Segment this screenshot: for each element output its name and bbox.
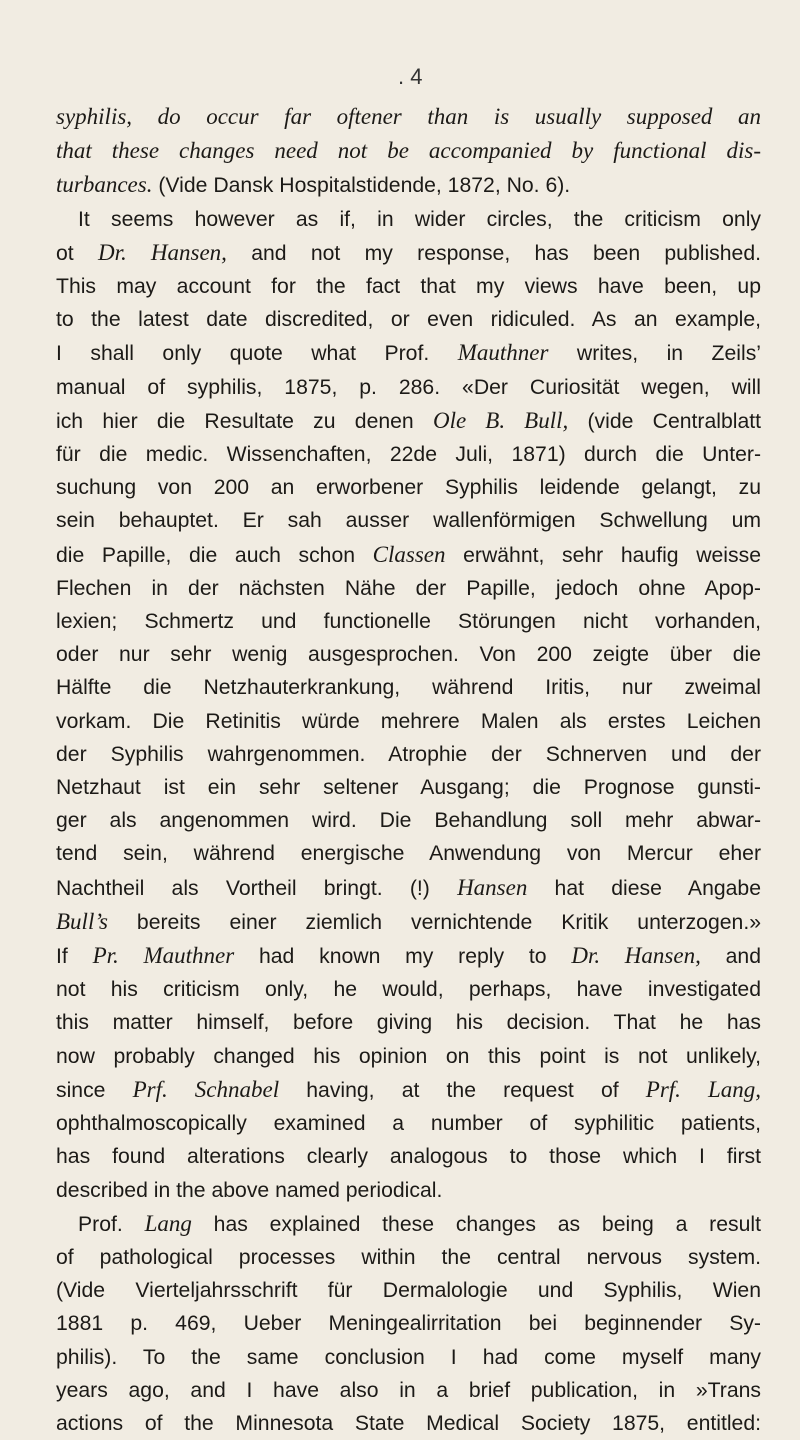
- text-span: actions of the Minnesota State Medical Society 1875, entitled:: [56, 1411, 761, 1435]
- text-span: since: [56, 1078, 133, 1102]
- text-line: [56, 1241, 761, 1274]
- text-span: and not my response, has been published.: [226, 241, 761, 265]
- text-span: This may account for the fact that my views have been, up: [56, 275, 761, 299]
- text-span: writes, in Zeils’: [548, 342, 761, 366]
- text-span: to the latest date discredited, or even ridiculed. As an example,: [56, 308, 761, 332]
- text-span: having, at the request of: [279, 1078, 646, 1102]
- italic-text: Dr. Hansen,: [571, 943, 701, 969]
- text-line: [56, 404, 761, 438]
- text-line: [56, 1140, 761, 1173]
- text-line: [56, 538, 761, 572]
- text-line: [56, 1040, 761, 1073]
- text-line: [56, 134, 761, 168]
- italic-text: Lang: [144, 1210, 192, 1236]
- text-span: Hälfte die Netzhauterkrankung, während Iritis, nur zweimal: [56, 676, 761, 700]
- text-span: not his criticism only, he would, perhaps, have investigated: [56, 978, 761, 1002]
- text-span: Flechen in der nächsten Nähe der Papille, jedoch ohne Apop-: [56, 576, 761, 600]
- text-span: of pathological processes within the central nervous system.: [56, 1245, 761, 1269]
- text-line: [56, 837, 761, 870]
- text-line: [56, 638, 761, 671]
- text-span: It seems however as if, in wider circles, the criticism only: [78, 207, 761, 231]
- text-line: [56, 336, 761, 370]
- text-span: Nachtheil als Vortheil bringt. (!): [56, 876, 458, 900]
- text-line: [56, 100, 761, 134]
- text-span: tend sein, während energische Anwendung von Mercur eher: [56, 842, 761, 866]
- text-span: ot: [56, 241, 98, 265]
- text-span: ich hier die Resultate zu denen: [56, 409, 433, 433]
- text-span: has found alterations clearly analogous to those which I first: [56, 1145, 761, 1169]
- text-span: If: [56, 945, 93, 969]
- italic-text: Pr. Mauthner: [92, 943, 235, 969]
- text-line: [56, 1174, 761, 1207]
- text-span: hat diese Angabe: [527, 876, 761, 900]
- italic-text: Hansen: [457, 874, 528, 900]
- italic-text: Ole B. Bull,: [432, 407, 569, 433]
- text-span: sein behauptet. Er sah ausser wallenförmigen Schwellung um: [56, 509, 761, 533]
- text-line: [56, 438, 761, 471]
- text-span: 1881 p. 469, Ueber Meningealirritation bei beginnender Sy-: [56, 1312, 761, 1336]
- text-line: [56, 671, 761, 704]
- text-span: described in the above named periodical.: [56, 1178, 443, 1202]
- text-line: [56, 236, 761, 270]
- text-line: [56, 1374, 761, 1407]
- text-line: [56, 738, 761, 771]
- italic-text: Mauthner: [457, 340, 549, 366]
- text-line: [56, 1207, 761, 1241]
- text-line: [56, 168, 761, 202]
- text-line: [56, 939, 761, 973]
- text-line: [56, 771, 761, 804]
- text-span: für die medic. Wissenchaften, 22de Juli, 1871) durch die Unter-: [56, 443, 761, 467]
- text-line: [56, 705, 761, 738]
- text-span: I shall only quote what Prof.: [56, 342, 458, 366]
- text-line: [56, 804, 761, 837]
- text-span: suchung von 200 an erworbener Syphilis leidende gelangt, zu: [56, 476, 761, 500]
- text-span: erwähnt, sehr haufig weisse: [445, 543, 761, 567]
- text-span: (Vide Vierteljahrsschrift für Dermalologie und Syphilis, Wien: [56, 1279, 761, 1303]
- italic-text: Prf. Lang,: [645, 1076, 761, 1102]
- italic-text: Bull’s: [56, 908, 108, 934]
- text-span: Netzhaut ist ein sehr seltener Ausgang; die Prognose gunsti-: [56, 776, 761, 800]
- text-span: oder nur sehr wenig ausgesprochen. Von 200 zeigte über die: [56, 643, 761, 667]
- text-line: [56, 504, 761, 537]
- text-span: lexien; Schmertz und functionelle Störungen nicht vorhanden,: [56, 610, 761, 634]
- text-span: philis). To the same conclusion I had come myself many: [56, 1345, 761, 1369]
- text-line: [56, 1006, 761, 1039]
- text-line: [56, 471, 761, 504]
- text-span: bereits einer ziemlich vernichtende Kritik unterzogen.»: [107, 910, 761, 934]
- text-line: [56, 1407, 761, 1440]
- text-span: years ago, and I have also in a brief publication, in »Trans: [56, 1378, 761, 1402]
- italic-text: turbances.: [56, 172, 153, 198]
- text-line: [56, 270, 761, 303]
- page-number: . 4: [398, 64, 423, 89]
- text-line: [56, 303, 761, 336]
- text-span: (Vide Dansk Hospitalstidende, 1872, No. 6).: [152, 174, 571, 198]
- italic-text: Prf. Schnabel: [132, 1076, 280, 1102]
- text-span: der Syphilis wahrgenommen. Atrophie der Schnerven und der: [56, 742, 761, 766]
- italic-text: Dr. Hansen,: [97, 239, 227, 265]
- text-span: had known my reply to: [234, 945, 572, 969]
- text-line: [56, 1341, 761, 1374]
- text-line: [56, 203, 761, 236]
- italic-text: Classen: [372, 541, 446, 567]
- text-line: [56, 605, 761, 638]
- text-span: ophthalmoscopically examined a number of syphilitic patients,: [56, 1112, 761, 1136]
- text-line: [56, 572, 761, 605]
- italic-text: syphilis, do occur far oftener than is usually supposed an: [56, 104, 761, 129]
- text-span: (vide Centralblatt: [568, 409, 762, 433]
- text-line: [56, 1073, 761, 1107]
- text-line: [56, 371, 761, 404]
- text-line: [56, 871, 761, 905]
- text-span: now probably changed his opinion on this point is not unlikely,: [56, 1044, 761, 1068]
- text-line: [56, 1274, 761, 1307]
- text-span: vorkam. Die Retinitis würde mehrere Malen als erstes Leichen: [56, 709, 761, 733]
- text-line: [56, 1107, 761, 1140]
- text-span: has explained these changes as being a result: [191, 1212, 761, 1236]
- text-line: [56, 973, 761, 1006]
- text-span: ger als angenommen wird. Die Behandlung soll mehr abwar-: [56, 809, 761, 833]
- text-span: Prof.: [78, 1212, 145, 1236]
- italic-text: that these changes need not be accompanied by functional dis-: [56, 138, 761, 164]
- text-line: [56, 905, 761, 939]
- text-span: and: [700, 945, 761, 969]
- body-text: [56, 100, 761, 1440]
- text-span: this matter himself, before giving his decision. That he has: [56, 1011, 761, 1035]
- text-span: die Papille, die auch schon: [56, 543, 373, 567]
- text-span: manual of syphilis, 1875, p. 286. «Der Curiosität wegen, will: [56, 375, 761, 399]
